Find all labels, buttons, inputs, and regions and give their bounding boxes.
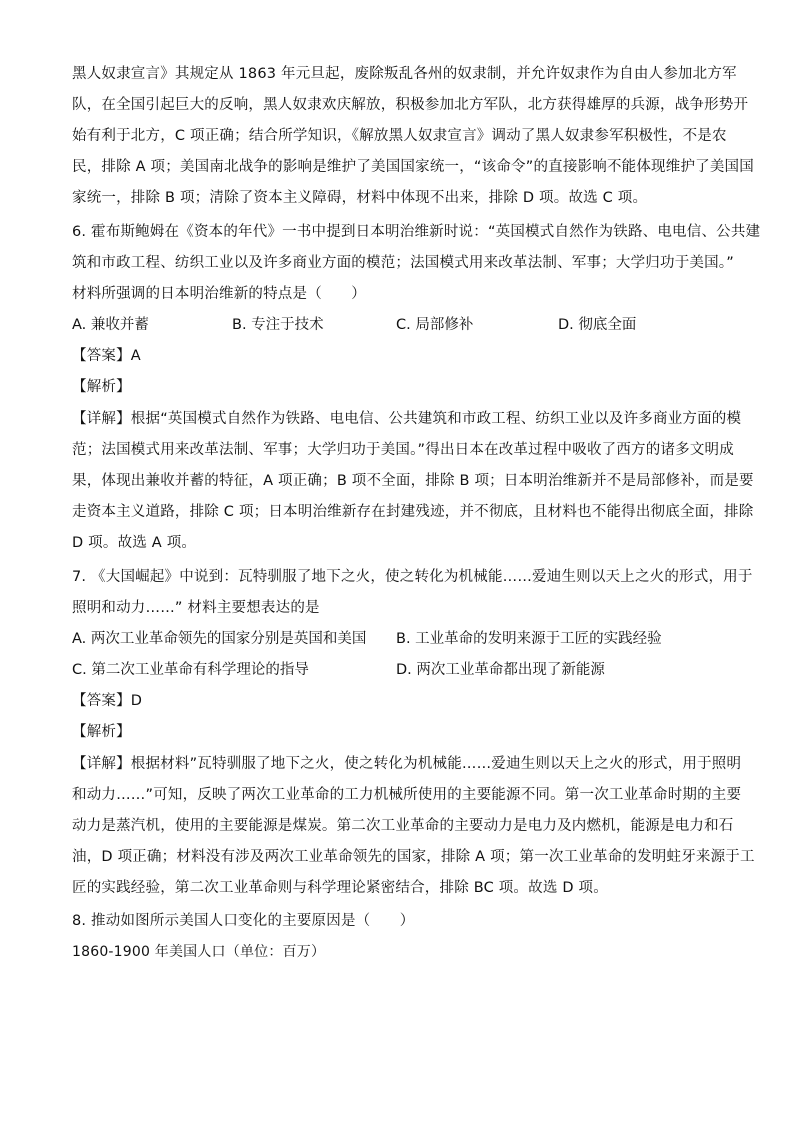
q7-answer: 【答案】D [72, 693, 143, 709]
q6-option-d: D. 彻底全面 [558, 317, 637, 333]
q6-option-b: B. 专注于技术 [232, 317, 324, 333]
q6-detail-line-3: 果，体现出兼收并蓄的特征，A 项正确；B 项不全面，排除 B 项；日本明治维新并不是局部修补，而是要 [72, 473, 754, 489]
intro-line-2: 队，在全国引起巨大的反响，黑人奴隶欢庆解放，积极参加北方军队，北方获得雄厚的兵源，战争形势开 [72, 97, 749, 113]
q8-stem: 8. 推动如图所示美国人口变化的主要原因是（ ） [72, 913, 415, 929]
q7-analysis-label: 【解析】 [72, 724, 131, 740]
q7-detail-line-5: 匠的实践经验，第二次工业革命则与科学理论紧密结合，排除 BC 项。故选 D 项。 [72, 880, 608, 896]
q6-analysis-label: 【解析】 [72, 379, 131, 395]
q6-option-a: A. 兼收并蓄 [72, 317, 149, 333]
q7-detail-line-4: 油，D 项正确；材料没有涉及两次工业革命领先的国家，排除 A 项；第一次工业革命的发明蛀牙来源于工 [72, 849, 755, 865]
q7-option-d: D. 两次工业革命都出现了新能源 [396, 662, 605, 678]
q6-detail-line-4: 走资本主义道路，排除 C 项；日本明治维新存在封建残迹，并不彻底，且材料也不能得出彻底全面，排除 [72, 504, 754, 520]
q6-detail-line-5: D 项。故选 A 项。 [72, 535, 197, 551]
q6-answer: 【答案】A [72, 348, 141, 364]
q7-detail-line-2: 和动力……”可知，反映了两次工业革命的工力机械所使用的主要能源不同。第一次工业革命时期的主要 [72, 787, 742, 803]
q7-stem-line-1: 7. 《大国崛起》中说到：瓦特驯服了地下之火，使之转化为机械能……爱迪生则以天上之火的形式，用于 [72, 569, 753, 585]
q8-figure-caption: 1860-1900 年美国人口（单位：百万） [72, 944, 326, 960]
intro-line-3: 始有利于北方，C 项正确；结合所学知识，《解放黑人奴隶宣言》调动了黑人奴隶参军积极性，不是农 [72, 128, 727, 144]
q6-option-c: C. 局部修补 [396, 317, 474, 333]
q6-stem-line-3: 材料所强调的日本明治维新的特点是（ ） [72, 286, 366, 302]
q7-stem-line-2: 照明和动力……” 材料主要想表达的是 [72, 600, 320, 616]
q6-stem-line-2: 筑和市政工程、纺织工业以及许多商业方面的模范；法国模式用来改革法制、军事；大学归功于美国。” [72, 255, 734, 271]
q6-detail-line-1: 【详解】根据“英国模式自然作为铁路、电电信、公共建筑和市政工程、纺织工业以及许多商业方面的模 [72, 411, 742, 427]
q6-stem-line-1: 6. 霍布斯鲍姆在《资本的年代》一书中提到日本明治维新时说：“英国模式自然作为铁路、电电信、公共建 [72, 224, 761, 240]
q6-detail-line-2: 范；法国模式用来改革法制、军事；大学归功于美国。”得出日本在改革过程中吸收了西方的诸多文明成 [72, 442, 734, 458]
q7-option-a: A. 两次工业革命领先的国家分别是英国和美国 [72, 631, 367, 647]
q7-detail-line-1: 【详解】根据材料”瓦特驯服了地下之火，使之转化为机械能……爱迪生则以天上之火的形式，用于照明 [72, 756, 742, 772]
q7-option-b: B. 工业革命的发明来源于工匠的实践经验 [396, 631, 662, 647]
q7-detail-line-3: 动力是蒸汽机，使用的主要能源是煤炭。第二次工业革命的主要动力是电力及内燃机，能源是电力和石 [72, 818, 734, 834]
q7-option-c: C. 第二次工业革命有科学理论的指导 [72, 662, 309, 678]
intro-line-5: 家统一，排除 B 项；清除了资本主义障碍，材料中体现不出来，排除 D 项。故选 C 项。 [72, 190, 648, 206]
intro-line-1: 黑人奴隶宣言》其规定从 1863 年元旦起，废除叛乱各州的奴隶制，并允许奴隶作为自由人参加北方军 [72, 66, 737, 82]
intro-line-4: 民，排除 A 项；美国南北战争的影响是维护了美国国家统一，“该命令”的直接影响不能体现维护了美国国 [72, 159, 754, 175]
